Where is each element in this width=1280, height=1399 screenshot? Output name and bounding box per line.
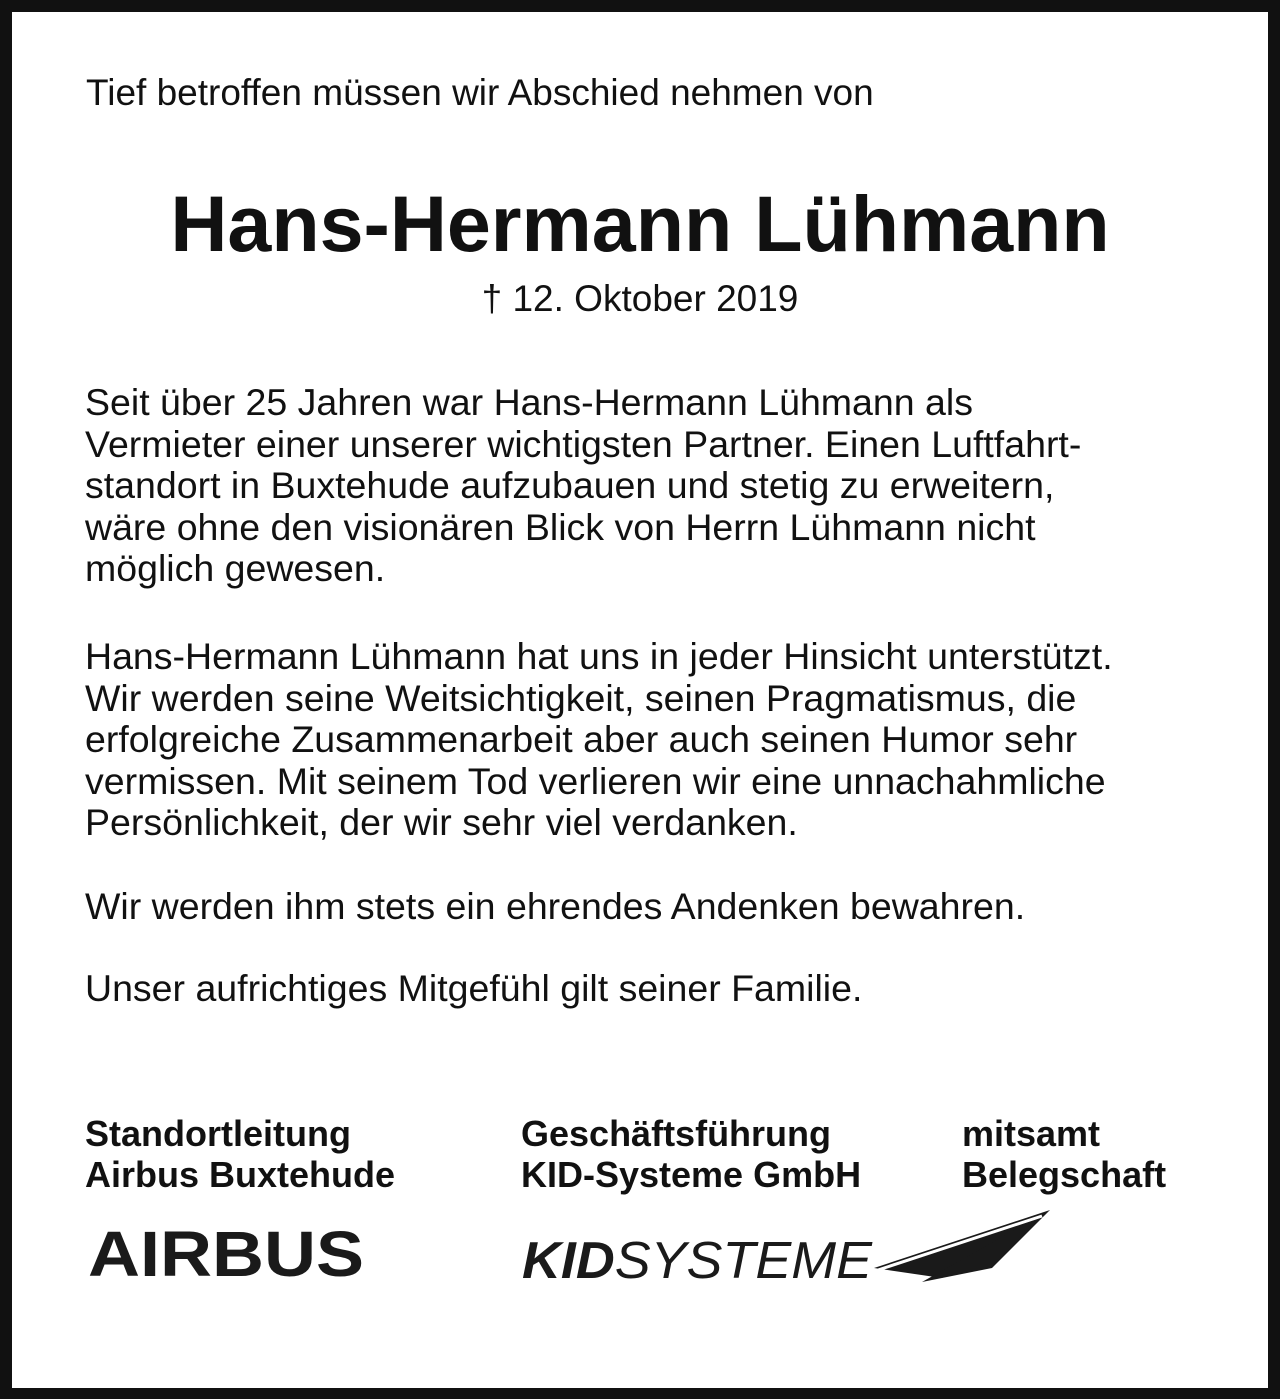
death-date: † 12. Oktober 2019 — [481, 278, 799, 319]
paragraph-line: Wir werden seine Weitsichtigkeit, seinen Pragmatismus, die — [85, 676, 1077, 719]
paragraph-line: Unser aufrichtiges Mitgefühl gilt seiner Familie. — [85, 967, 863, 1009]
signature-kid — [521, 1113, 861, 1195]
paragraph-line: Hans-Hermann Lühmann hat uns in jeder Hinsicht unterstützt. — [85, 635, 1113, 677]
paragraph-remembrance — [85, 886, 1225, 928]
paragraph-line: möglich gewesen. — [85, 547, 386, 589]
paragraph-tribute — [85, 636, 1225, 844]
airbus-logo — [88, 1222, 368, 1284]
paragraph-partnership — [85, 382, 1225, 590]
signature-line: Airbus Buxtehude — [85, 1154, 396, 1195]
intro-text: Tief betroffen müssen wir Abschied nehmen von — [86, 72, 874, 113]
kid-systeme-logo — [522, 1208, 1052, 1290]
kid-wordmark-light: SYSTEME — [614, 1232, 864, 1290]
paragraph-line: Seit über 25 Jahren war Hans-Hermann Lühmann als — [85, 381, 973, 423]
paragraph-line: vermissen. Mit seinem Tod verlieren wir eine unnachahmliche — [85, 759, 1106, 802]
signature-line: Belegschaft — [962, 1154, 1167, 1195]
paragraph-line: Persönlichkeit, der wir sehr viel verdanken. — [85, 801, 798, 843]
signature-line: Standortleitung — [85, 1113, 351, 1154]
airbus-wordmark: AIRBUS — [88, 1222, 364, 1284]
paragraph-line: Wir werden ihm stets ein ehrendes Andenken bewahren. — [85, 885, 1026, 927]
deceased-name: Hans-Hermann Lühmann — [170, 179, 1110, 268]
paper-plane-wing-icon — [874, 1210, 1050, 1282]
paragraph-line: Vermieter einer unserer wichtigsten Partner. Einen Luftfahrt- — [85, 422, 1082, 465]
signature-line: mitsamt — [962, 1113, 1101, 1154]
paragraph-line: wäre ohne den visionären Blick von Herrn Lühmann nicht — [85, 505, 1036, 548]
signature-airbus — [85, 1113, 395, 1195]
paragraph-condolence — [85, 968, 1225, 1010]
paragraph-line: standort in Buxtehude aufzubauen und stetig zu erweitern, — [85, 464, 1055, 506]
signature-staff — [962, 1113, 1166, 1195]
signature-line: Geschäftsführung — [521, 1113, 832, 1154]
kid-wordmark-bold: KID — [522, 1232, 612, 1290]
signature-line: KID-Systeme GmbH — [521, 1154, 862, 1195]
paragraph-line: erfolgreiche Zusammenarbeit aber auch seinen Humor sehr — [85, 718, 1078, 760]
svg-text:KIDSYSTEME — [522, 1232, 873, 1290]
